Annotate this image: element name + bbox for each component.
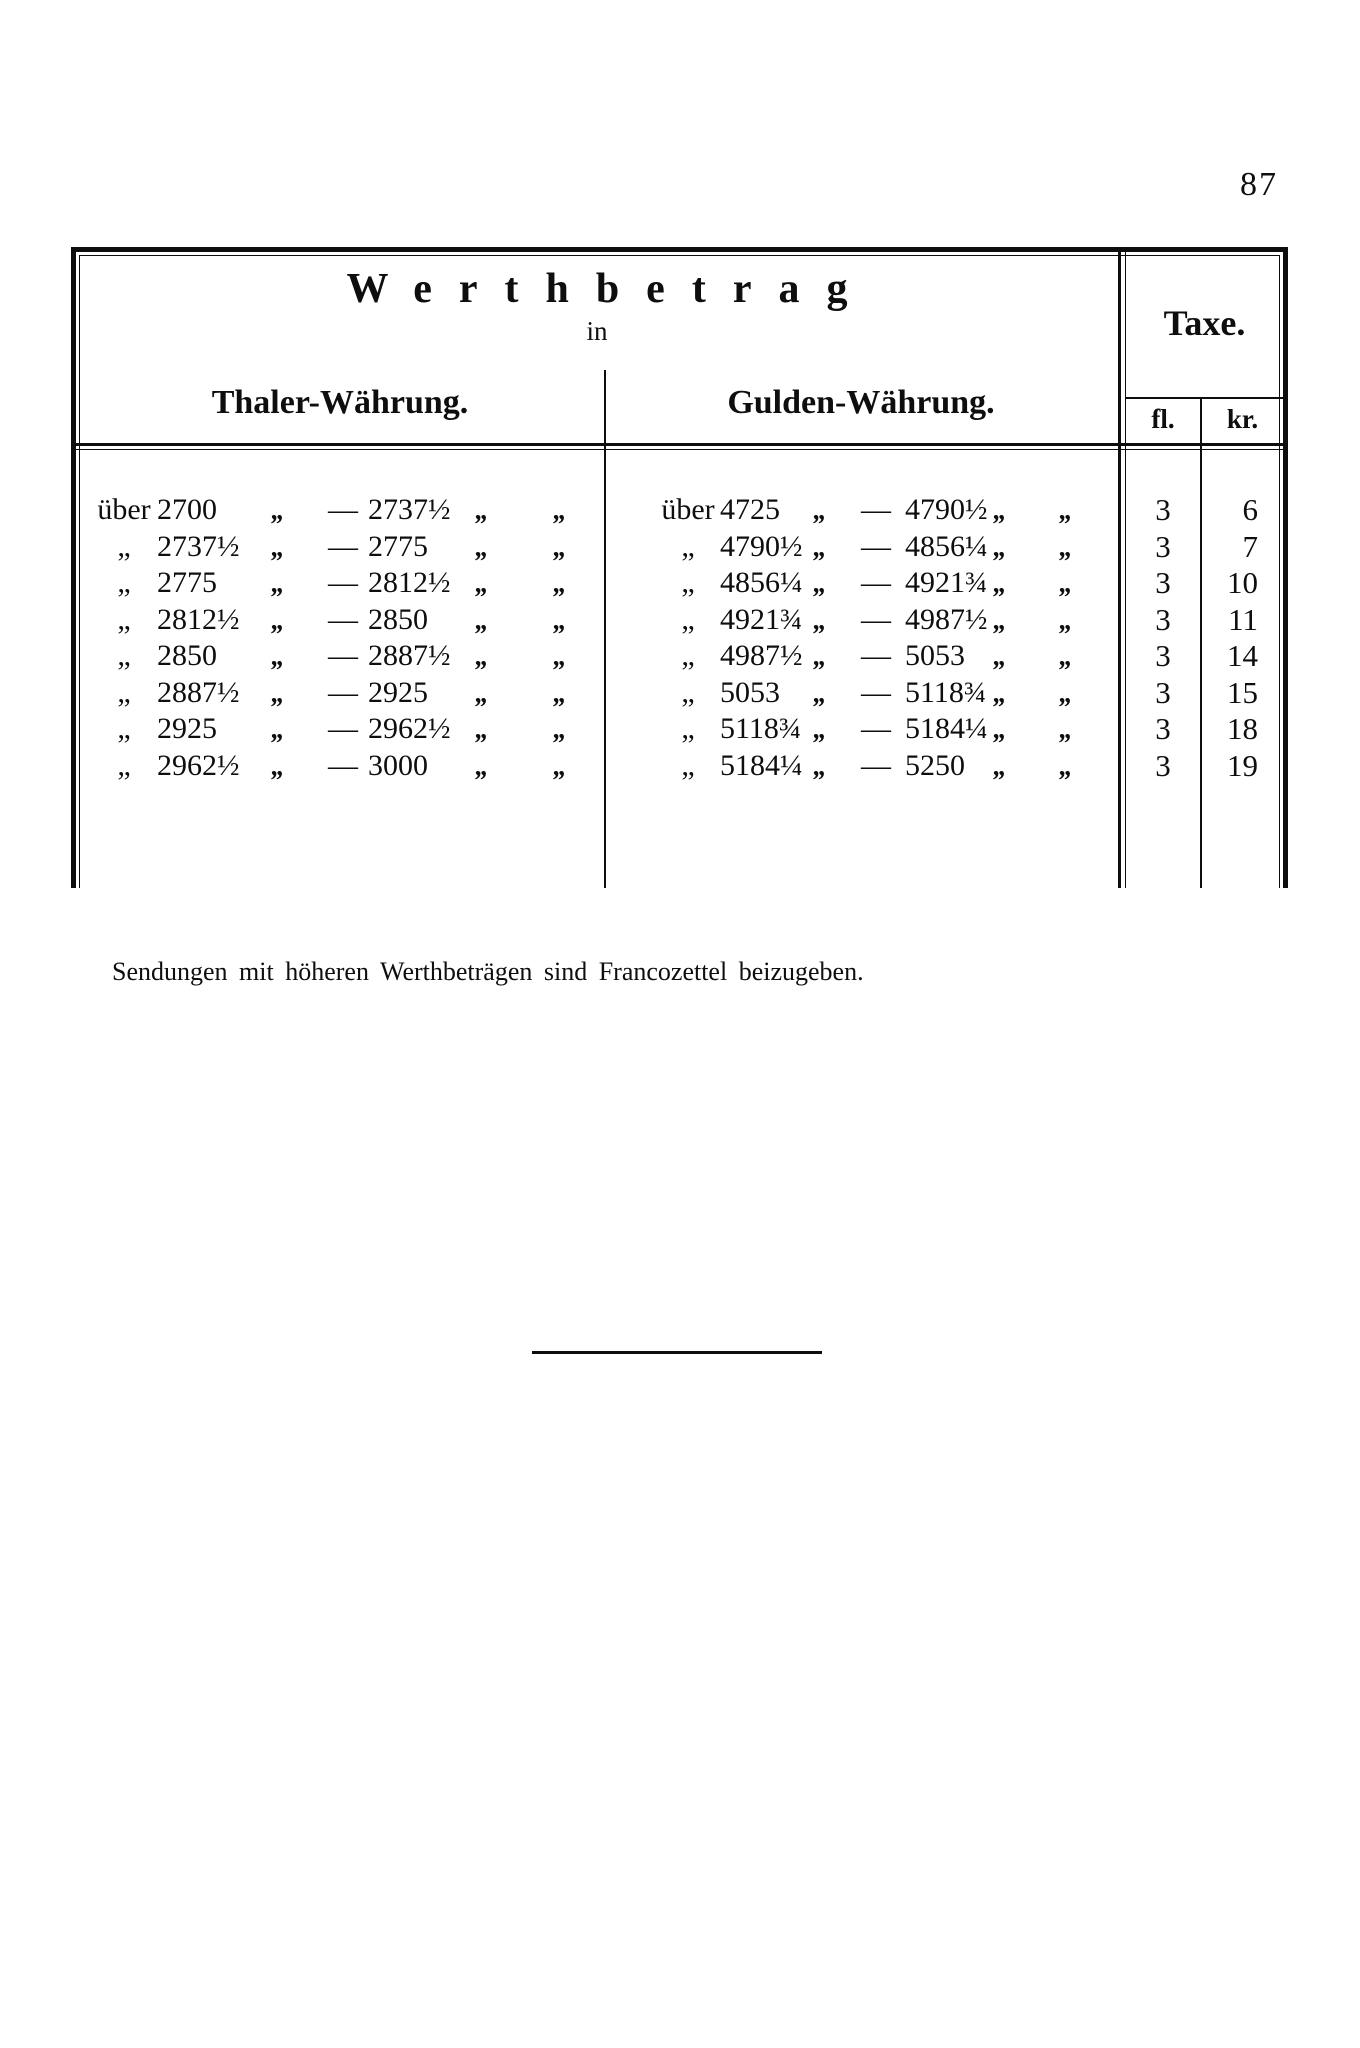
taxe-fl-value: 3 — [1155, 711, 1171, 746]
thaler-from: 2700 — [157, 493, 217, 526]
gulden-from: 4856¼ — [720, 566, 803, 599]
table-title-connector: in — [586, 316, 608, 346]
ditto-mark: „ — [993, 495, 1005, 525]
gulden-prefix: „ — [681, 748, 695, 782]
ditto-mark: „ — [1059, 677, 1071, 708]
ditto-mark: „ — [553, 604, 565, 635]
range-dash: — — [861, 566, 891, 599]
thaler-from: 2962½ — [157, 748, 240, 782]
ditto-mark: „ — [1059, 495, 1071, 525]
taxe-kr-value: 15 — [1227, 674, 1258, 710]
header-bottom-rule-thin — [76, 449, 1283, 450]
table-row — [76, 492, 1283, 529]
ditto-mark: „ — [993, 677, 1005, 708]
range-dash: — — [328, 529, 358, 563]
range-dash: — — [328, 602, 358, 636]
gulden-to: 4856¼ — [905, 529, 988, 563]
page-number: 87 — [1240, 166, 1278, 203]
range-dash: — — [328, 675, 358, 709]
thaler-from: 2812½ — [157, 602, 240, 636]
range-dash: — — [328, 712, 358, 745]
ditto-mark: „ — [475, 677, 487, 708]
taxe-kr-value: 18 — [1227, 711, 1258, 746]
gulden-to: 5184¼ — [905, 712, 988, 745]
taxe-fl-value: 3 — [1155, 565, 1171, 600]
range-dash: — — [861, 712, 891, 745]
ditto-mark: „ — [271, 714, 283, 744]
range-dash: — — [861, 493, 891, 526]
section-divider-rule — [532, 1351, 822, 1354]
ditto-mark: „ — [475, 495, 487, 525]
thaler-prefix: „ — [117, 748, 131, 782]
ditto-mark: „ — [813, 641, 825, 671]
footnote: Sendungen mit höheren Werthbeträgen sind Francozettel beizugeben. — [112, 957, 864, 986]
ditto-mark: „ — [993, 750, 1005, 781]
taxe-kr-value: 7 — [1242, 528, 1258, 564]
taxe-fl-value: 3 — [1155, 747, 1171, 783]
thaler-to: 2775 — [368, 529, 428, 563]
ditto-mark: „ — [553, 677, 565, 708]
taxe-fl-value: 3 — [1155, 492, 1171, 527]
tariff-table — [71, 247, 1288, 888]
taxe-kr-value: 14 — [1227, 638, 1258, 673]
taxe-fl-value: 3 — [1155, 638, 1171, 673]
table-title: Werthbetrag — [346, 266, 875, 312]
ditto-mark: „ — [475, 568, 487, 598]
ditto-mark: „ — [271, 677, 283, 708]
table-row — [76, 711, 1283, 748]
ditto-mark: „ — [271, 568, 283, 598]
thaler-from: 2850 — [157, 639, 217, 672]
ditto-mark: „ — [553, 495, 565, 525]
ditto-mark: „ — [1059, 641, 1071, 671]
ditto-mark: „ — [553, 531, 565, 562]
ditto-mark: „ — [1059, 531, 1071, 562]
range-dash: — — [861, 529, 891, 563]
gulden-from: 5118¾ — [720, 712, 802, 745]
range-dash: — — [861, 639, 891, 672]
range-dash: — — [861, 602, 891, 636]
range-dash: — — [328, 566, 358, 599]
ditto-mark: „ — [813, 604, 825, 635]
ditto-mark: „ — [1059, 714, 1071, 744]
ditto-mark: „ — [993, 604, 1005, 635]
thaler-prefix: über — [97, 493, 151, 526]
gulden-prefix: „ — [681, 566, 695, 599]
ditto-mark: „ — [271, 641, 283, 671]
table-row — [76, 675, 1283, 712]
ditto-mark: „ — [553, 568, 565, 598]
ditto-mark: „ — [813, 531, 825, 562]
thaler-prefix: „ — [117, 675, 131, 709]
gulden-to: 4790½ — [905, 493, 988, 526]
taxe-fl-value: 3 — [1155, 674, 1171, 710]
gulden-prefix: „ — [681, 675, 695, 709]
range-dash: — — [328, 748, 358, 782]
gulden-to: 5053 — [905, 639, 965, 672]
thaler-from: 2887½ — [157, 675, 240, 709]
ditto-mark: „ — [813, 750, 825, 781]
ditto-mark: „ — [271, 604, 283, 635]
range-dash: — — [861, 675, 891, 709]
thaler-to: 2850 — [368, 602, 428, 636]
ditto-mark: „ — [475, 714, 487, 744]
thaler-to: 2962½ — [368, 712, 451, 745]
ditto-mark: „ — [993, 641, 1005, 671]
column-header-fl: fl. — [1151, 404, 1175, 434]
thaler-to: 2737½ — [368, 493, 451, 526]
gulden-from: 5184¼ — [720, 748, 803, 782]
gulden-from: 4987½ — [720, 639, 803, 672]
ditto-mark: „ — [1059, 568, 1071, 598]
gulden-prefix: „ — [681, 639, 695, 672]
ditto-mark: „ — [553, 714, 565, 744]
ditto-mark: „ — [1059, 750, 1071, 781]
gulden-from: 4725 — [720, 493, 780, 526]
taxe-kr-value: 6 — [1242, 492, 1258, 527]
column-header-gulden: Gulden-Währung. — [727, 384, 995, 421]
ditto-mark: „ — [813, 495, 825, 525]
thaler-to: 2812½ — [368, 566, 451, 599]
ditto-mark: „ — [553, 641, 565, 671]
taxe-subheader-rule — [1126, 397, 1283, 399]
ditto-mark: „ — [475, 750, 487, 781]
ditto-mark: „ — [553, 750, 565, 781]
table-row — [76, 638, 1283, 675]
thaler-from: 2925 — [157, 712, 217, 745]
thaler-from: 2737½ — [157, 529, 240, 563]
ditto-mark: „ — [271, 495, 283, 525]
thaler-prefix: „ — [117, 566, 131, 599]
ditto-mark: „ — [993, 531, 1005, 562]
ditto-mark: „ — [993, 714, 1005, 744]
gulden-from: 4921¾ — [720, 602, 803, 636]
taxe-fl-value: 3 — [1155, 601, 1171, 637]
ditto-mark: „ — [475, 531, 487, 562]
thaler-from: 2775 — [157, 566, 217, 599]
ditto-mark: „ — [813, 568, 825, 598]
gulden-prefix: „ — [681, 712, 695, 745]
thaler-prefix: „ — [117, 529, 131, 563]
gulden-prefix: über — [661, 493, 715, 526]
gulden-to: 5250 — [905, 748, 965, 782]
ditto-mark: „ — [813, 714, 825, 744]
ditto-mark: „ — [993, 568, 1005, 598]
taxe-fl-value: 3 — [1155, 528, 1171, 564]
table-row — [76, 602, 1283, 639]
gulden-to: 5118¾ — [905, 675, 987, 709]
ditto-mark: „ — [271, 750, 283, 781]
ditto-mark: „ — [475, 604, 487, 635]
column-header-kr: kr. — [1226, 404, 1259, 434]
table-row — [76, 529, 1283, 566]
gulden-to: 4987½ — [905, 602, 988, 636]
taxe-kr-value: 10 — [1227, 565, 1258, 600]
thaler-prefix: „ — [117, 639, 131, 672]
range-dash: — — [328, 493, 358, 526]
thaler-prefix: „ — [117, 712, 131, 745]
thaler-to: 3000 — [368, 748, 428, 782]
gulden-from: 5053 — [720, 675, 780, 709]
taxe-kr-value: 19 — [1227, 747, 1258, 783]
range-dash: — — [328, 639, 358, 672]
gulden-prefix: „ — [681, 529, 695, 563]
ditto-mark: „ — [475, 641, 487, 671]
column-header-thaler: Thaler-Währung. — [211, 384, 469, 421]
gulden-to: 4921¾ — [905, 566, 988, 599]
gulden-prefix: „ — [681, 602, 695, 636]
gulden-from: 4790½ — [720, 529, 803, 563]
thaler-prefix: „ — [117, 602, 131, 636]
table-row — [76, 748, 1283, 785]
header-bottom-rule — [76, 443, 1283, 446]
column-header-taxe: Taxe. — [1163, 303, 1246, 343]
ditto-mark: „ — [271, 531, 283, 562]
table-row — [76, 565, 1283, 602]
range-dash: — — [861, 748, 891, 782]
thaler-to: 2887½ — [368, 639, 451, 672]
table-body — [76, 492, 1283, 784]
ditto-mark: „ — [1059, 604, 1071, 635]
ditto-mark: „ — [813, 677, 825, 708]
taxe-kr-value: 11 — [1228, 601, 1258, 637]
thaler-to: 2925 — [368, 675, 428, 709]
